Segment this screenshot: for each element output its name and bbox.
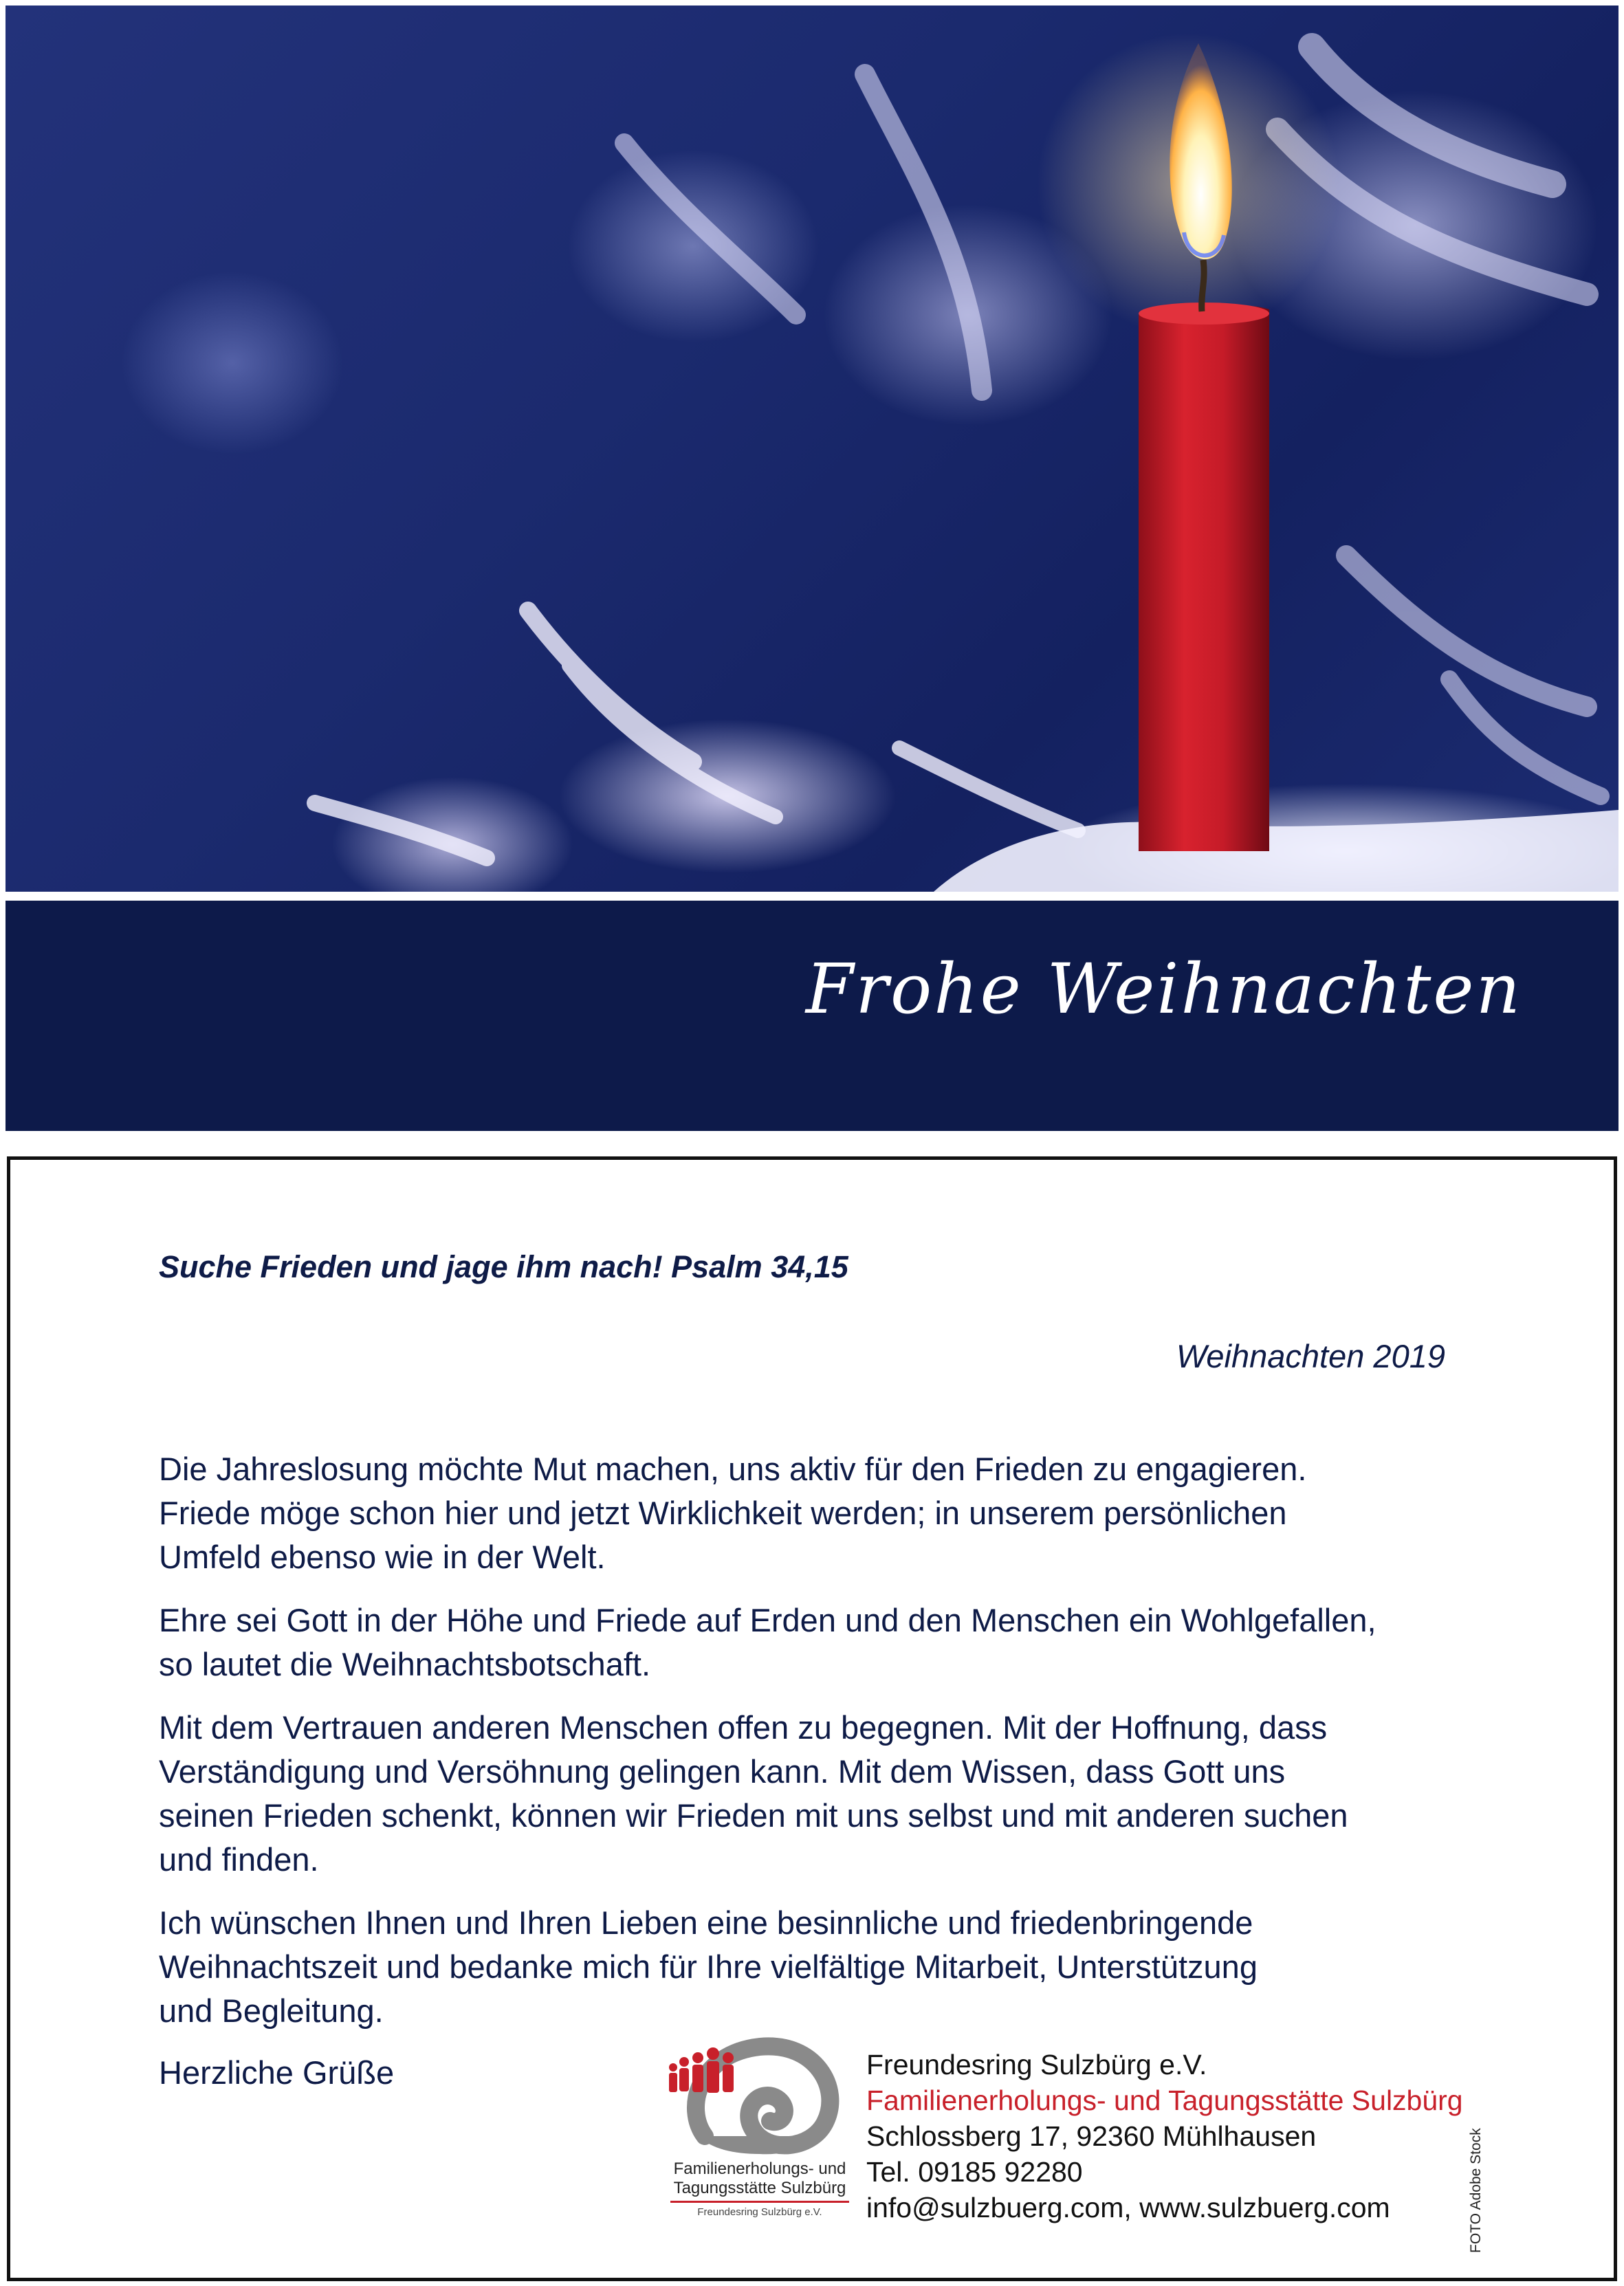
logo-text-line-2: Tagungsstätte Sulzbürg <box>673 2179 846 2197</box>
letter-box <box>7 1156 1617 2281</box>
paragraph-2: Ehre sei Gott in der Höhe und Friede auf Erden und den Menschen ein Wohlgefallen, so lautet die Weihnachtsbotschaft. <box>159 1602 1376 1682</box>
paragraph-3: Mit dem Vertrauen anderen Menschen offen zu begegnen. Mit der Hoffnung, dass Verständigung und Versöhnung gelingen kann. Mit dem Wissen, dass Gott uns seinen Frieden schenkt, können wir Frieden mit uns selbst und mit anderen suchen und finden. <box>159 1709 1348 1878</box>
logo-divider <box>670 2201 849 2203</box>
logo <box>657 2033 863 2222</box>
letter-body <box>159 1447 1493 2052</box>
paragraph-4: Ich wünschen Ihnen und Ihren Lieben eine besinnliche und friedenbringende Weihnachtszeit und bedanke mich für Ihre vielfältige Mitarbeit, Unterstützung und Begleitung. <box>159 1904 1258 2029</box>
snail-shell-family-icon <box>657 2033 863 2157</box>
banner-title: Frohe Weihnachten <box>805 949 1522 1029</box>
contact-phone: Tel. 09185 92280 <box>866 2156 1083 2188</box>
contact-web: info@sulzbuerg.com, www.sulzbuerg.com <box>866 2192 1390 2223</box>
letter-date: Weihnachten 2019 <box>1176 1338 1445 1374</box>
logo-text-line-3: Freundesring Sulzbürg e.V. <box>697 2206 822 2218</box>
bible-verse: Suche Frieden und jage ihm nach! Psalm 34,15 <box>159 1249 848 1284</box>
contact-org: Freundesring Sulzbürg e.V. <box>866 2049 1207 2080</box>
contact-block <box>866 2047 1463 2225</box>
contact-facility: Familienerholungs- und Tagungsstätte Sulzbürg <box>866 2085 1463 2116</box>
photo-credit: FOTO Adobe Stock <box>1468 2128 1484 2253</box>
candle-photo-illustration <box>6 6 1618 892</box>
greeting-banner <box>6 901 1618 1131</box>
paragraph-1: Die Jahreslosung möchte Mut machen, uns aktiv für den Frieden zu engagieren. Friede möge schon hier und jetzt Wirklichkeit werden; in unserem persönlichen Umfeld ebenso wie in der Welt. <box>159 1451 1307 1575</box>
header-photo <box>6 6 1618 892</box>
logo-text-line-1: Familienerholungs- und <box>673 2159 846 2178</box>
contact-address: Schlossberg 17, 92360 Mühlhausen <box>866 2120 1317 2152</box>
closing-greeting: Herzliche Grüße <box>159 2054 395 2091</box>
